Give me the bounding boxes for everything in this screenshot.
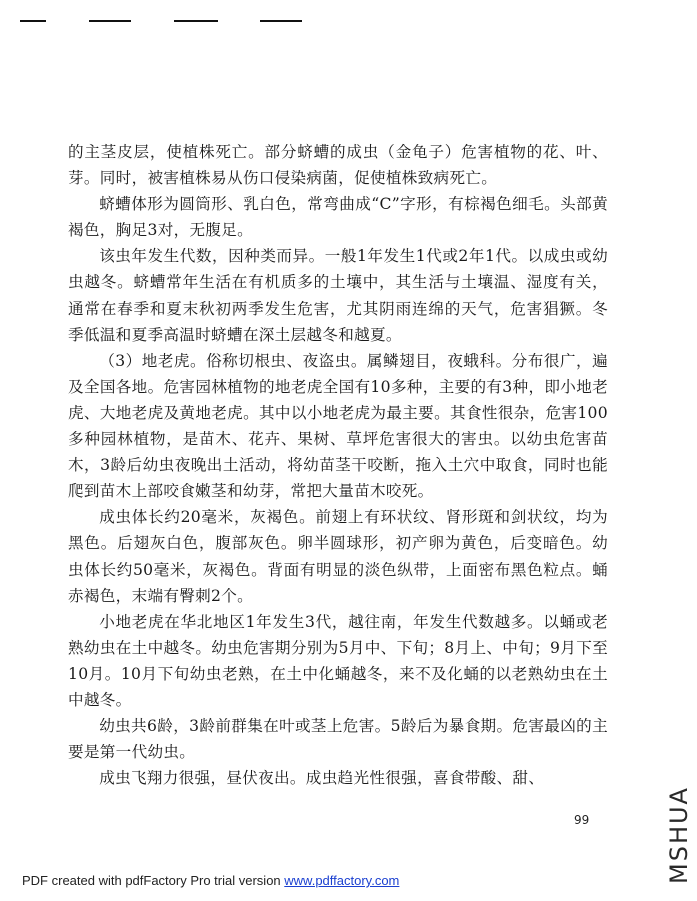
- paragraph: 小地老虎在华北地区1年发生3代，越往南，年发生代数越多。以蛹或老熟幼虫在土中越冬。幼虫危害期分别为5月中、下旬；8月上、中旬；9月下至10月。10月下旬幼虫老熟，在土中化蛹越冬，来不及化蛹的以老熟幼虫在土中越冬。: [68, 612, 608, 709]
- footer-text: PDF created with pdfFactory Pro trial version: [22, 873, 285, 888]
- paragraph: （3）地老虎。俗称切根虫、夜盗虫。属鳞翅目，夜蛾科。分布很广，遍及全国各地。危害园林植物的地老虎全国有10多种，主要的有3种，即小地老虎、大地老虎及黄地老虎。其中以小地老虎为最主要。其食性很杂，危害100多种园林植物，是苗木、花卉、果树、草坪危害很大的害虫。以幼虫危害苗木，3龄后幼虫夜晚出土活动，将幼苗茎干咬断，拖入土穴中取食，同时也能爬到苗木上部咬食嫩茎和幼芽，常把大量苗木咬死。: [68, 351, 608, 501]
- pdffactory-link[interactable]: www.pdffactory.com: [284, 873, 400, 888]
- pdf-footer: [22, 873, 399, 888]
- paragraph: 幼虫共6龄，3龄前群集在叶或茎上危害。5龄后为暴食期。危害最凶的主要是第一代幼虫。: [68, 717, 608, 762]
- paragraph: 蛴螬体形为圆筒形、乳白色，常弯曲成“C”字形，有棕褐色细毛。头部黄褐色，胸足3对，无腹足。: [68, 195, 608, 240]
- paragraph: 该虫年发生代数，因种类而异。一般1年发生1代或2年1代。以成虫或幼虫越冬。蛴螬常年生活在有机质多的土壤中，其生活与土壤温、湿度有关，通常在春季和夏末秋初两季发生危害，尤其阴雨连绵的天气，危害猖獗。冬季低温和夏季高温时蛴螬在深土层越冬和越夏。: [68, 247, 608, 344]
- page-number: 99: [574, 813, 590, 827]
- header-rule: [20, 20, 46, 22]
- paragraph: 的主茎皮层，使植株死亡。部分蛴螬的成虫（金龟子）危害植物的花、叶、芽。同时，被害植株易从伤口侵染病菌，促使植株致病死亡。: [68, 143, 608, 188]
- page-body: [68, 139, 608, 791]
- paragraph: 成虫体长约20毫米，灰褐色。前翅上有环状纹、肾形斑和剑状纹，均为黑色。后翅灰白色，腹部灰色。卵半圆球形，初产卵为黄色，后变暗色。幼虫体长约50毫米，灰褐色。背面有明显的淡色纵带，上面密布黑色粒点。蛹赤褐色，末端有臀刺2个。: [68, 508, 608, 605]
- header-rule: [89, 20, 131, 22]
- header-rule: [174, 20, 218, 22]
- paragraph: 成虫飞翔力很强，昼伏夜出。成虫趋光性很强，喜食带酸、甜、: [99, 769, 545, 788]
- watermark-text: MSHUA: [665, 786, 694, 884]
- watermark: [662, 780, 696, 890]
- header-rule: [260, 20, 302, 22]
